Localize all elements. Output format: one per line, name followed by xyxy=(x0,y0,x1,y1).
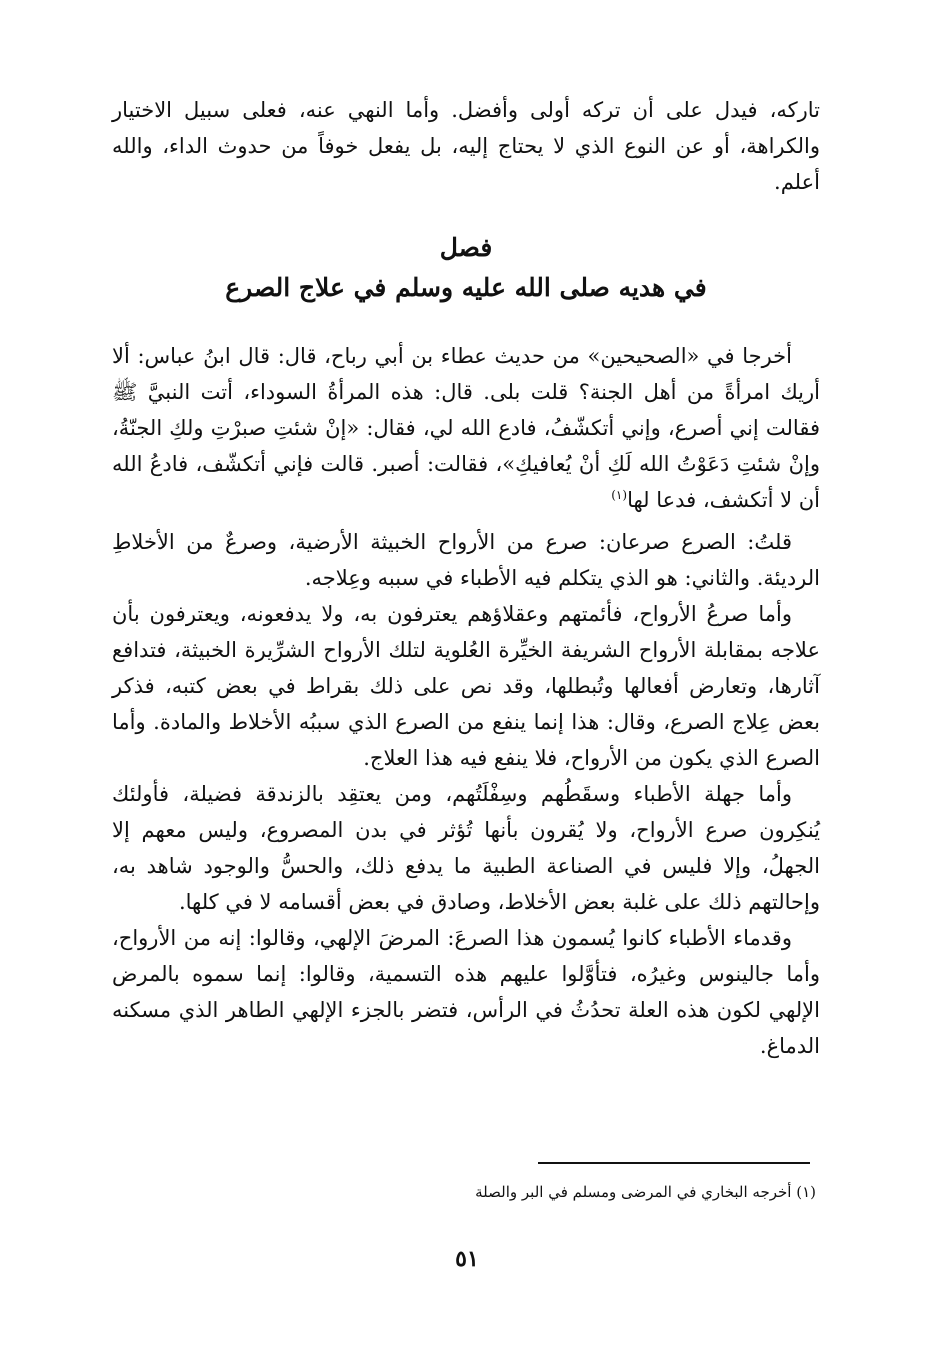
footnote-reference[interactable]: (١) xyxy=(611,488,628,502)
paragraph-ignorant-physicians: وأما جهلة الأطباء وسقَطُهم وسِفْلَتُهم، ومن يعتقِد بالزندقة فضيلة، فأولئك يُنكِرون صرع الأرواح، ولا يُقرون بأنها تُؤثر في بدن المصروع، وليس معهم إلا الجهلُ، وإلا فليس في الصناعة الطبية ما يدفع ذلك، والحسُّ والوجود شاهد به، وإحالتهم ذلك على غلبة بعض الأخلاط، وصادق في بعض أقسامه لا في كلها. xyxy=(112,782,820,914)
section-title: في هديه صلى الله عليه وسلم في علاج الصرع xyxy=(225,273,707,302)
paragraph-hadith xyxy=(112,338,820,518)
footnote-divider xyxy=(538,1162,810,1164)
paragraph-ancient-physicians: وقدماء الأطباء كانوا يُسمون هذا الصرعَ: المرضَ الإلهي، وقالوا: إنه من الأرواح، وأما جالينوس وغيرُه، فتأوَّلوا عليهم هذه التسمية، وقالوا: إنما سموه بالمرض الإلهي لكون هذه العلة تحدُثُ في الرأس، فتضر بالجزء الإلهي الطاهر الذي مسكنه الدماغ. xyxy=(112,926,820,1058)
intro-paragraph: تاركه، فيدل على أن تركه أولى وأفضل. وأما النهي عنه، فعلى سبيل الاختيار والكراهة، أو عن النوع الذي لا يحتاج إليه، بل يفعل خوفاً من حدوث الداء، والله أعلم. xyxy=(112,98,820,194)
section-label: فصل xyxy=(439,233,493,262)
footnote: (١) أخرجه البخاري في المرضى ومسلم في البر والصلة xyxy=(475,1183,816,1201)
paragraph-types-of-epilepsy: قلتُ: الصرع صرعان: صرع من الأرواح الخبيثة الأرضية، وصرعٌ من الأخلاطِ الرديئة. والثاني: هو الذي يتكلم فيه الأطباء في سببه وعِلاجه. xyxy=(112,530,820,590)
page-number: ٥١ xyxy=(455,1246,479,1272)
page-body xyxy=(112,92,820,1064)
paragraph-spirit-epilepsy: وأما صرعُ الأرواح، فأئمتهم وعقلاؤهم يعترفون به، ولا يدفعونه، ويعترفون بأن علاجه بمقابلة الأرواح الشريفة الخيِّرة العُلوية لتلك الأرواح الشرِّيرة الخبيثة، فتدافع آثارها، وتعارض أفعالها وتُبطلها، وقد نص على ذلك بقراط في بعض كتبه، فذكر بعض عِلاج الصرع، وقال: هذا إنما ينفع من الصرع الذي سببُه الأخلاط والمادة. وأما الصرع الذي يكون من الأرواح، فلا ينفع فيه هذا العلاج. xyxy=(112,602,820,770)
paragraph-hadith-text: أخرجا في «الصحيحين» من حديث عطاء بن أبي رباح، قال: قال ابنُ عباس: ألا أريك امرأةً من أهل الجنة؟ قلت بلى. قال: هذه المرأةُ السوداء، أتت النبيَّ ﷺ فقالت إني أصرع، وإني أتكشّفُ، فادع الله لي، فقال: «إنْ شئتِ صبرْتِ ولكِ الجنّةُ، وإنْ شئتِ دَعَوْتُ الله لَكِ أنْ يُعافيكِ»، فقالت: أصبر. قالت فإني أتكشّف، فادعُ الله أن لا أتكشف، فدعا لها xyxy=(112,344,820,512)
